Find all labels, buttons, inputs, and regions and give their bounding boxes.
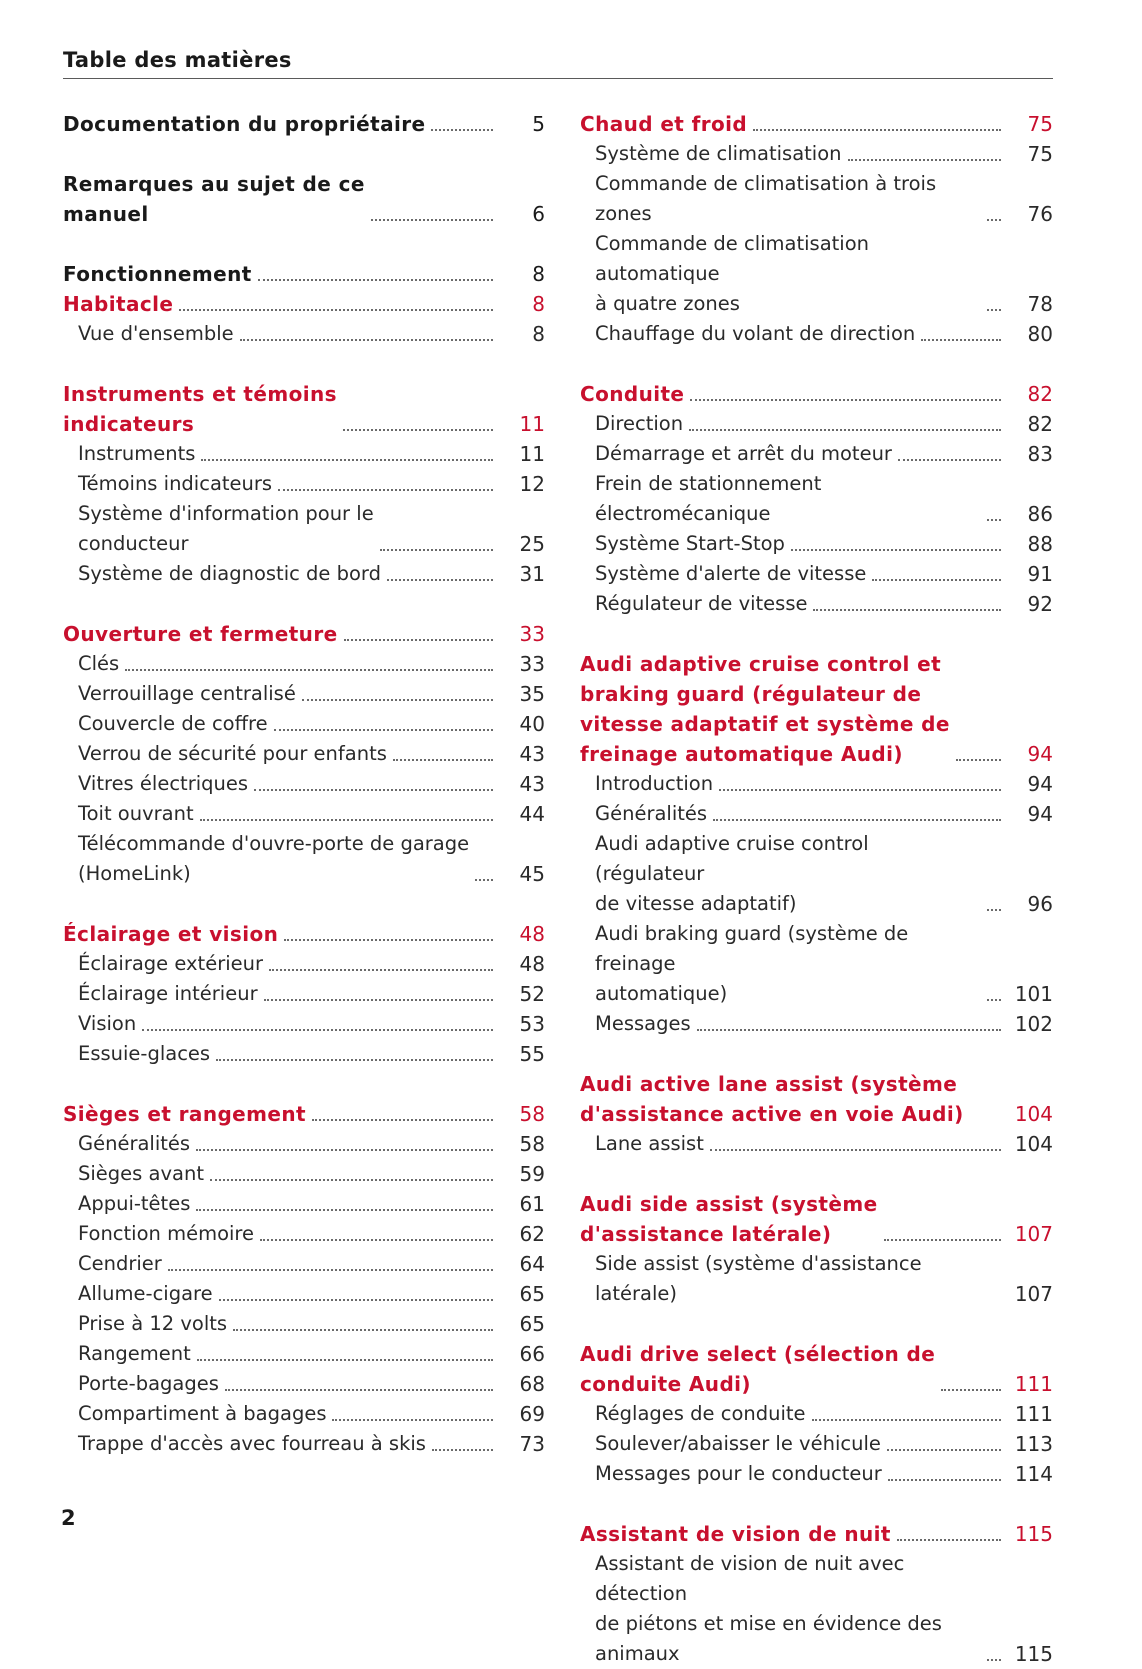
dot-leader: [284, 919, 493, 949]
toc-entry-page: 94: [1027, 772, 1053, 796]
toc-subentry[interactable]: [580, 799, 1053, 829]
toc-entry-label: Habitacle: [63, 292, 174, 316]
toc-entry-label: Allume-cigare: [78, 1282, 213, 1305]
dot-leader: [233, 1309, 493, 1339]
toc-chapter[interactable]: [580, 1339, 1053, 1399]
toc-subentry[interactable]: [580, 1549, 1053, 1669]
toc-entry-page: 33: [519, 652, 545, 676]
toc-subentry[interactable]: [63, 739, 545, 769]
dot-leader: [240, 319, 493, 349]
toc-entry-label: Toit ouvrant: [78, 802, 194, 825]
toc-entry-page: 104: [1014, 1102, 1053, 1126]
dot-leader: [987, 199, 1001, 229]
toc-entry-label: Audi adaptive cruise control et braking guard (régulateur de vitesse adaptatif et système de freinage automatique Audi): [580, 652, 950, 766]
toc-entry-label: Audi braking guard (système de freinage automatique): [595, 922, 909, 1005]
toc-entry-page: 33: [519, 622, 545, 646]
toc-entry-page: 62: [519, 1222, 545, 1246]
toc-entry-label: Compartiment à bagages: [78, 1402, 327, 1425]
dot-leader: [813, 589, 1001, 619]
dot-leader: [387, 559, 493, 589]
dot-leader: [344, 619, 493, 649]
dot-leader: [196, 1189, 493, 1219]
toc-subentry[interactable]: [580, 829, 1053, 919]
toc-entry-label: Verrou de sécurité pour enfants: [78, 742, 387, 765]
toc-subentry[interactable]: [63, 1129, 545, 1159]
toc-entry-label: Éclairage extérieur: [78, 952, 264, 975]
toc-entry-label: Chauffage du volant de direction: [595, 322, 916, 345]
section-gap: [63, 589, 545, 619]
toc-entry-page: 75: [1027, 112, 1053, 136]
dot-leader: [697, 1009, 1001, 1039]
toc-entry-label: Commande de climatisation automatique à quatre zones: [595, 232, 870, 315]
section-gap: [580, 1159, 1053, 1189]
toc-entry-page: 86: [1027, 502, 1053, 526]
toc-entry-page: 94: [1027, 742, 1053, 766]
toc-subentry[interactable]: [63, 709, 545, 739]
dot-leader: [125, 649, 493, 679]
toc-subentry[interactable]: [63, 1369, 545, 1399]
dot-leader: [689, 409, 1001, 439]
toc-entry-label: Trappe d'accès avec fourreau à skis: [78, 1432, 426, 1455]
toc-entry-page: 45: [519, 862, 545, 886]
toc-subentry[interactable]: [63, 829, 545, 889]
toc-entry-label: Clés: [78, 652, 120, 675]
toc-chapter[interactable]: [580, 1519, 1053, 1549]
toc-entry-label: Porte-bagages: [78, 1372, 219, 1395]
dot-leader: [196, 1129, 493, 1159]
dot-leader: [197, 1339, 493, 1369]
toc-entry-page: 53: [519, 1012, 545, 1036]
dot-leader: [921, 319, 1001, 349]
toc-entry-label: Démarrage et arrêt du moteur: [595, 442, 892, 465]
page-number: 2: [61, 1506, 76, 1530]
toc-subentry[interactable]: [63, 1309, 545, 1339]
dot-leader: [475, 859, 493, 889]
toc-entry-label: Side assist (système d'assistance latérale): [595, 1252, 922, 1305]
dot-leader: [898, 439, 1001, 469]
toc-entry-page: 82: [1027, 412, 1053, 436]
page-title: Table des matières: [63, 48, 292, 72]
toc-entry-label: Ouverture et fermeture: [63, 622, 338, 646]
dot-leader: [812, 1399, 1001, 1429]
toc-entry-label: Prise à 12 volts: [78, 1312, 228, 1335]
toc-entry-page: 61: [519, 1192, 545, 1216]
toc-subentry[interactable]: [580, 1009, 1053, 1039]
toc-subentry[interactable]: [63, 1279, 545, 1309]
toc-entry-label: Messages pour le conducteur: [595, 1462, 882, 1485]
toc-entry-label: Fonctionnement: [63, 262, 252, 286]
toc-entry-page: 52: [519, 982, 545, 1006]
dot-leader: [393, 739, 493, 769]
dot-leader: [987, 889, 1001, 919]
dot-leader: [332, 1399, 493, 1429]
toc-subentry[interactable]: [580, 409, 1053, 439]
toc-entry-page: 69: [519, 1402, 545, 1426]
dot-leader: [872, 559, 1001, 589]
dot-leader: [897, 1519, 1001, 1549]
toc-subentry[interactable]: [63, 319, 545, 349]
dot-leader: [887, 1429, 1001, 1459]
dot-leader: [690, 379, 1001, 409]
toc-subentry[interactable]: [63, 1339, 545, 1369]
toc-entry-page: 68: [519, 1372, 545, 1396]
toc-subentry[interactable]: [580, 919, 1053, 1009]
toc-entry-label: Sièges avant: [78, 1162, 204, 1185]
toc-entry-page: 65: [519, 1282, 545, 1306]
toc-entry-label: Assistant de vision de nuit: [580, 1522, 891, 1546]
toc-subentry[interactable]: [63, 649, 545, 679]
toc-column-left: [63, 109, 545, 1459]
toc-entry-page: 25: [519, 532, 545, 556]
toc-subentry[interactable]: [63, 1159, 545, 1189]
dot-leader: [713, 799, 1001, 829]
toc-entry-label: Réglages de conduite: [595, 1402, 806, 1425]
toc-entry-page: 107: [1014, 1282, 1053, 1306]
section-gap: [63, 889, 545, 919]
toc-entry-label: Commande de climatisation à trois zones: [595, 172, 937, 225]
toc-entry-page: 58: [519, 1102, 545, 1126]
dot-leader: [987, 1639, 1001, 1669]
toc-subentry[interactable]: [63, 949, 545, 979]
toc-entry-page: 104: [1014, 1132, 1053, 1156]
toc-subentry[interactable]: [63, 439, 545, 469]
toc-entry-label: Instruments et témoins indicateurs: [63, 382, 337, 436]
toc-entry-label: Audi active lane assist (système d'assistance active en voie Audi): [580, 1072, 964, 1126]
section-gap: [580, 349, 1053, 379]
dot-leader: [753, 109, 1001, 139]
toc-entry-label: Généralités: [78, 1132, 191, 1155]
toc-entry-page: 8: [532, 322, 545, 346]
dot-leader: [269, 949, 493, 979]
toc-entry-label: Télécommande d'ouvre-porte de garage (HomeLink): [78, 832, 470, 885]
toc-entry-label: Rangement: [78, 1342, 191, 1365]
toc-entry-page: 40: [519, 712, 545, 736]
toc-entry-label: Cendrier: [78, 1252, 162, 1275]
toc-entry-page: 58: [519, 1132, 545, 1156]
toc-entry-page: 55: [519, 1042, 545, 1066]
toc-entry-label: Éclairage et vision: [63, 922, 279, 946]
toc-chapter[interactable]: [580, 1189, 1053, 1249]
toc-entry-label: Couvercle de coffre: [78, 712, 268, 735]
toc-entry-label: Généralités: [595, 802, 708, 825]
toc-entry-label: Instruments: [78, 442, 196, 465]
dot-leader: [710, 1129, 1001, 1159]
toc-entry-page: 5: [532, 112, 545, 136]
dot-leader: [888, 1459, 1001, 1489]
dot-leader: [312, 1099, 493, 1129]
toc-entry-label: Fonction mémoire: [78, 1222, 255, 1245]
toc-chapter[interactable]: [63, 379, 545, 439]
toc-entry-page: 91: [1027, 562, 1053, 586]
dot-leader: [258, 259, 493, 289]
toc-entry-page: 43: [519, 742, 545, 766]
toc-entry-page: 11: [519, 442, 545, 466]
toc-chapter[interactable]: [63, 919, 545, 949]
section-gap: [580, 1039, 1053, 1069]
toc-entry-label: Vue d'ensemble: [78, 322, 234, 345]
toc-entry-page: 31: [519, 562, 545, 586]
toc-entry-page: 101: [1014, 982, 1053, 1006]
dot-leader: [431, 109, 493, 139]
dot-leader: [848, 139, 1001, 169]
toc-entry-page: 113: [1014, 1432, 1053, 1456]
toc-entry-label: Direction: [595, 412, 684, 435]
toc-entry-page: 11: [519, 412, 545, 436]
toc-entry-page: 64: [519, 1252, 545, 1276]
toc-subentry[interactable]: [580, 1429, 1053, 1459]
toc-entry-label: Vitres électriques: [78, 772, 249, 795]
section-gap: [63, 229, 545, 259]
toc-entry-label: Introduction: [595, 772, 714, 795]
dot-leader: [302, 679, 493, 709]
dot-leader: [274, 709, 493, 739]
toc-subentry[interactable]: [580, 769, 1053, 799]
toc-subentry[interactable]: [580, 1399, 1053, 1429]
dot-leader: [719, 769, 1001, 799]
toc-entry-page: 83: [1027, 442, 1053, 466]
dot-leader: [216, 1039, 493, 1069]
toc-entry-label: Système Start-Stop: [595, 532, 785, 555]
toc-subentry[interactable]: [63, 799, 545, 829]
toc-chapter[interactable]: [580, 1069, 1053, 1129]
toc-subentry[interactable]: [580, 439, 1053, 469]
toc-chapter[interactable]: [63, 169, 545, 229]
toc-entry-label: Régulateur de vitesse: [595, 592, 808, 615]
dot-leader: [225, 1369, 493, 1399]
dot-leader: [168, 1249, 493, 1279]
toc-subentry[interactable]: [63, 1399, 545, 1429]
toc-entry-page: 44: [519, 802, 545, 826]
toc-entry-page: 35: [519, 682, 545, 706]
toc-entry-page: 8: [532, 262, 545, 286]
toc-entry-label: Appui-têtes: [78, 1192, 191, 1215]
toc-subentry[interactable]: [63, 1219, 545, 1249]
dot-leader: [987, 499, 1001, 529]
toc-entry-page: 80: [1027, 322, 1053, 346]
toc-entry-label: Assistant de vision de nuit avec détection de piétons et mise en évidence des animaux: [595, 1552, 942, 1665]
toc-subentry[interactable]: [580, 139, 1053, 169]
dot-leader: [200, 799, 493, 829]
dot-leader: [142, 1009, 493, 1039]
toc-entry-label: Système de climatisation: [595, 142, 842, 165]
toc-entry-page: 73: [519, 1432, 545, 1456]
toc-entry-label: Audi adaptive cruise control (régulateur de vitesse adaptatif): [595, 832, 869, 915]
toc-chapter[interactable]: [63, 259, 545, 289]
toc-subentry[interactable]: [63, 979, 545, 1009]
toc-subentry[interactable]: [580, 169, 1053, 229]
section-gap: [63, 349, 545, 379]
dot-leader: [278, 469, 493, 499]
section-gap: [63, 139, 545, 169]
dot-leader: [343, 409, 493, 439]
toc-entry-page: 8: [532, 292, 545, 316]
toc-entry-label: Éclairage intérieur: [78, 982, 258, 1005]
toc-subentry[interactable]: [580, 1249, 1053, 1309]
dot-leader: [260, 1219, 493, 1249]
dot-leader: [254, 769, 493, 799]
toc-entry-page: 111: [1014, 1372, 1053, 1396]
toc-chapter[interactable]: [580, 109, 1053, 139]
toc-subentry[interactable]: [63, 1039, 545, 1069]
dot-leader: [264, 979, 493, 1009]
toc-chapter[interactable]: [63, 619, 545, 649]
toc-subentry[interactable]: [63, 1249, 545, 1279]
dot-leader: [179, 289, 493, 319]
toc-entry-label: Soulever/abaisser le véhicule: [595, 1432, 881, 1455]
toc-entry-page: 107: [1014, 1222, 1053, 1246]
toc-entry-label: Sièges et rangement: [63, 1102, 306, 1126]
toc-subentry[interactable]: [63, 499, 545, 559]
toc-entry-page: 12: [519, 472, 545, 496]
dot-leader: [432, 1429, 493, 1459]
dot-leader: [987, 979, 1001, 1009]
dot-leader: [884, 1219, 1001, 1249]
toc-entry-label: Système d'alerte de vitesse: [595, 562, 867, 585]
toc-subentry[interactable]: [580, 319, 1053, 349]
toc-subentry[interactable]: [580, 1129, 1053, 1159]
dot-leader: [371, 199, 493, 229]
toc-entry-page: 59: [519, 1162, 545, 1186]
dot-leader: [956, 739, 1001, 769]
toc-entry-page: 78: [1027, 292, 1053, 316]
dot-leader: [791, 529, 1001, 559]
toc-chapter[interactable]: [63, 109, 545, 139]
toc-chapter[interactable]: [63, 1099, 545, 1129]
toc-entry-page: 75: [1027, 142, 1053, 166]
toc-entry-page: 43: [519, 772, 545, 796]
toc-subentry[interactable]: [63, 1189, 545, 1219]
toc-subentry[interactable]: [580, 589, 1053, 619]
toc-subentry[interactable]: [580, 529, 1053, 559]
toc-subentry[interactable]: [63, 559, 545, 589]
toc-entry-page: 76: [1027, 202, 1053, 226]
toc-entry-page: 65: [519, 1312, 545, 1336]
toc-entry-page: 96: [1027, 892, 1053, 916]
toc-entry-label: Vision: [78, 1012, 137, 1035]
toc-entry-page: 102: [1014, 1012, 1053, 1036]
toc-entry-page: 66: [519, 1342, 545, 1366]
toc-entry-label: Audi side assist (système d'assistance latérale): [580, 1192, 878, 1246]
toc-entry-page: 48: [519, 922, 545, 946]
toc-subentry[interactable]: [63, 1009, 545, 1039]
toc-entry-label: Conduite: [580, 382, 685, 406]
toc-column-right: [580, 109, 1053, 1669]
toc-entry-page: 115: [1014, 1522, 1053, 1546]
toc-entry-label: Verrouillage centralisé: [78, 682, 296, 705]
section-gap: [63, 1069, 545, 1099]
toc-entry-label: Remarques au sujet de ce manuel: [63, 172, 365, 226]
toc-entry-page: 111: [1014, 1402, 1053, 1426]
toc-entry-label: Audi drive select (sélection de conduite Audi): [580, 1342, 936, 1396]
toc-subentry[interactable]: [63, 1429, 545, 1459]
toc-entry-page: 88: [1027, 532, 1053, 556]
toc-entry-label: Système d'information pour le conducteur: [78, 502, 374, 555]
toc-entry-label: Lane assist: [595, 1132, 704, 1155]
toc-entry-page: 82: [1027, 382, 1053, 406]
toc-entry-page: 115: [1014, 1642, 1053, 1666]
toc-chapter[interactable]: [580, 379, 1053, 409]
toc-subentry[interactable]: [63, 469, 545, 499]
toc-entry-label: Essuie-glaces: [78, 1042, 211, 1065]
dot-leader: [210, 1159, 493, 1189]
toc-entry-label: Témoins indicateurs: [78, 472, 273, 495]
toc-entry-label: Système de diagnostic de bord: [78, 562, 381, 585]
toc-entry-page: 92: [1027, 592, 1053, 616]
toc-subentry[interactable]: [63, 679, 545, 709]
toc-subentry[interactable]: [580, 229, 1053, 319]
toc-subentry[interactable]: [580, 559, 1053, 589]
dot-leader: [987, 289, 1001, 319]
toc-subentry[interactable]: [580, 469, 1053, 529]
dot-leader: [201, 439, 493, 469]
dot-leader: [219, 1279, 493, 1309]
dot-leader: [941, 1369, 1001, 1399]
toc-entry-label: Documentation du propriétaire: [63, 112, 426, 136]
toc-entry-page: 6: [532, 202, 545, 226]
toc-entry-label: Chaud et froid: [580, 112, 748, 136]
toc-chapter[interactable]: [63, 289, 545, 319]
toc-chapter[interactable]: [580, 649, 1053, 769]
toc-subentry[interactable]: [63, 769, 545, 799]
toc-entry-label: Messages: [595, 1012, 691, 1035]
toc-entry-label: Frein de stationnement électromécanique: [595, 472, 822, 525]
toc-entry-page: 94: [1027, 802, 1053, 826]
title-divider: [63, 78, 1053, 79]
section-gap: [580, 1309, 1053, 1339]
section-gap: [580, 619, 1053, 649]
toc-subentry[interactable]: [580, 1459, 1053, 1489]
toc-entry-page: 48: [519, 952, 545, 976]
section-gap: [580, 1489, 1053, 1519]
dot-leader: [380, 529, 493, 559]
toc-entry-page: 114: [1014, 1462, 1053, 1486]
